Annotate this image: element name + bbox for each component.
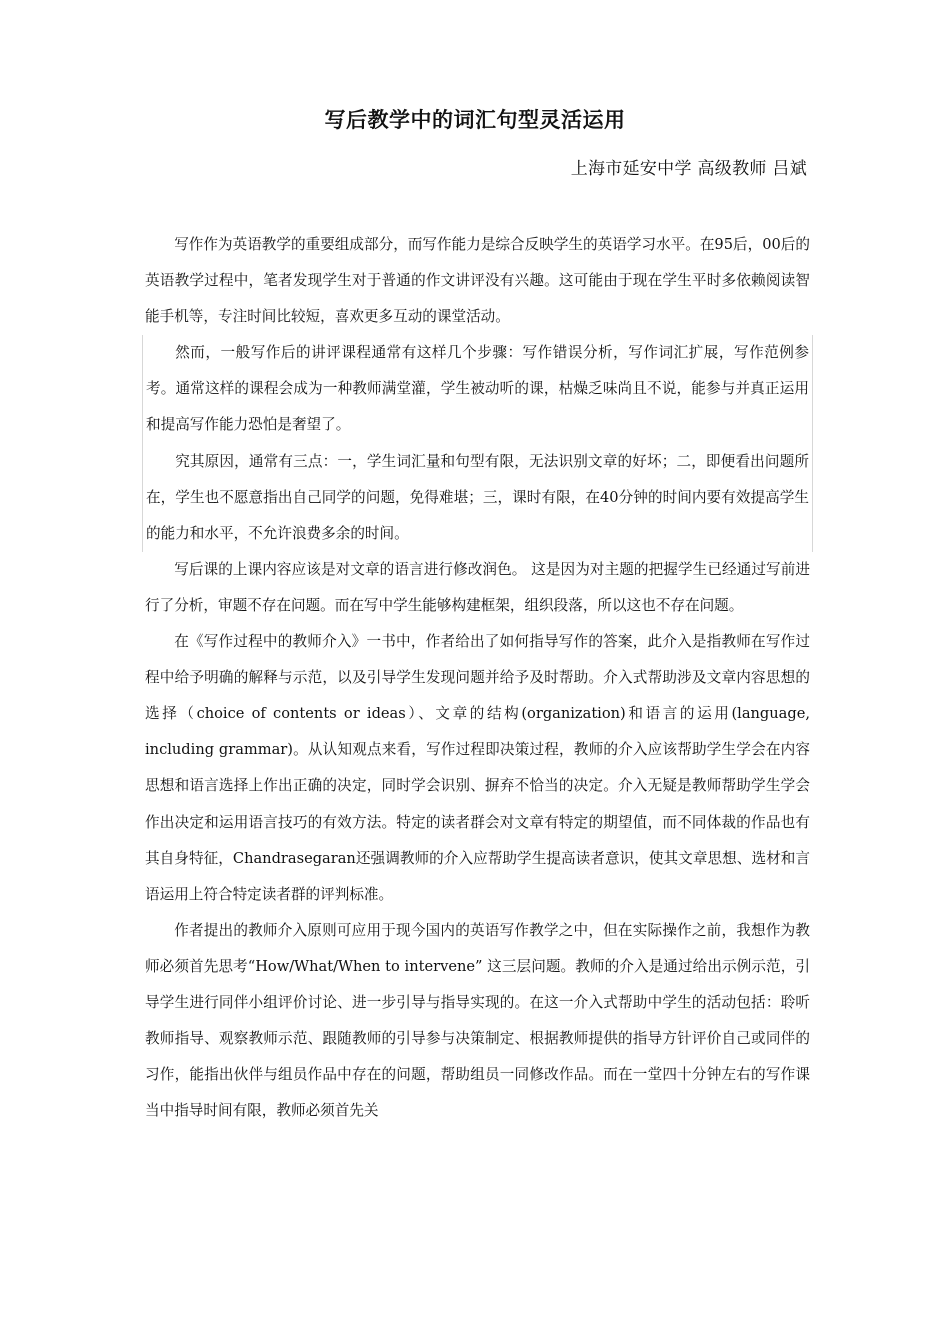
paragraph-2: 然而，一般写作后的讲评课程通常有这样几个步骤：写作错误分析，写作词汇扩展，写作范例参考。通常这样的课程会成为一种教师满堂灌，学生被动听的课，枯燥乏味尚且不说，能参与并真正运用和提高写作能力恐怕是奢望了。 — [146, 344, 809, 434]
bordered-block — [142, 335, 813, 552]
paragraph-3: 究其原因，通常有三点：一，学生词汇量和句型有限，无法识别文章的好坏；二，即便看出问题所在，学生也不愿意指出自己同学的问题，免得难堪；三，课时有限，在40分钟的时间内要有效提高学生的能力和水平，不允许浪费多余的时间。 — [146, 452, 809, 542]
paragraph-4: 写后课的上课内容应该是对文章的语言进行修改润色。 这是因为对主题的把握学生已经通过写前进行了分析，审题不存在问题。而在写中学生能够构建框架，组织段落，所以这也不存在问题。 — [145, 560, 810, 614]
paragraph-5: 在《写作过程中的教师介入》一书中，作者给出了如何指导写作的答案，此介入是指教师在写作过程中给予明确的解释与示范，以及引导学生发现问题并给予及时帮助。介入式帮助涉及文章内容思想的选择（choice of contents or ideas）、文章的结构(organization)和语言的运用(language, including grammar)。从认知观点来看，写作过程即决策过程，教师的介入应该帮助学生学会在内容思想和语言选择上作出正确的决定，同时学会识别、摒弃不恰当的决定。介入无疑是教师帮助学生学会作出决定和运用语言技巧的有效方法。特定的读者群会对文章有特定的期望值，而不同体裁的作品也有其自身特征，Chandrasegaran还强调教师的介入应帮助学生提高读者意识，使其文章思想、选材和言语运用上符合特定读者群的评判标准。 — [145, 633, 810, 903]
paragraph-6: 作者提出的教师介入原则可应用于现今国内的英语写作教学之中，但在实际操作之前，我想作为教师必须首先思考“How/What/When to intervene” 这三层问题。教师的介入是通过给出示例示范，引导学生进行同伴小组评价讨论、进一步引导与指导实现的。在这一介入式帮助中学生的活动包括：聆听教师指导、观察教师示范、跟随教师的引导参与决策制定、根据教师提供的指导方针评价自己或同伴的习作，能指出伙伴与组员作品中存在的问题，帮助组员一同修改作品。而在一堂四十分钟左右的写作课当中指导时间有限，教师必须首先关 — [145, 921, 810, 1120]
document-title: 写后教学中的词汇句型灵活运用 — [324, 107, 626, 132]
paragraph-1: 写作作为英语教学的重要组成部分，而写作能力是综合反映学生的英语学习水平。在95后，00后的英语教学过程中，笔者发现学生对于普通的作文讲评没有兴趣。这可能由于现在学生平时多依赖阅读智能手机等，专注时间比较短，喜欢更多互动的课堂活动。 — [145, 236, 810, 326]
document-body — [145, 227, 810, 1129]
author-line: 上海市延安中学 高级教师 吕斌 — [570, 159, 807, 179]
